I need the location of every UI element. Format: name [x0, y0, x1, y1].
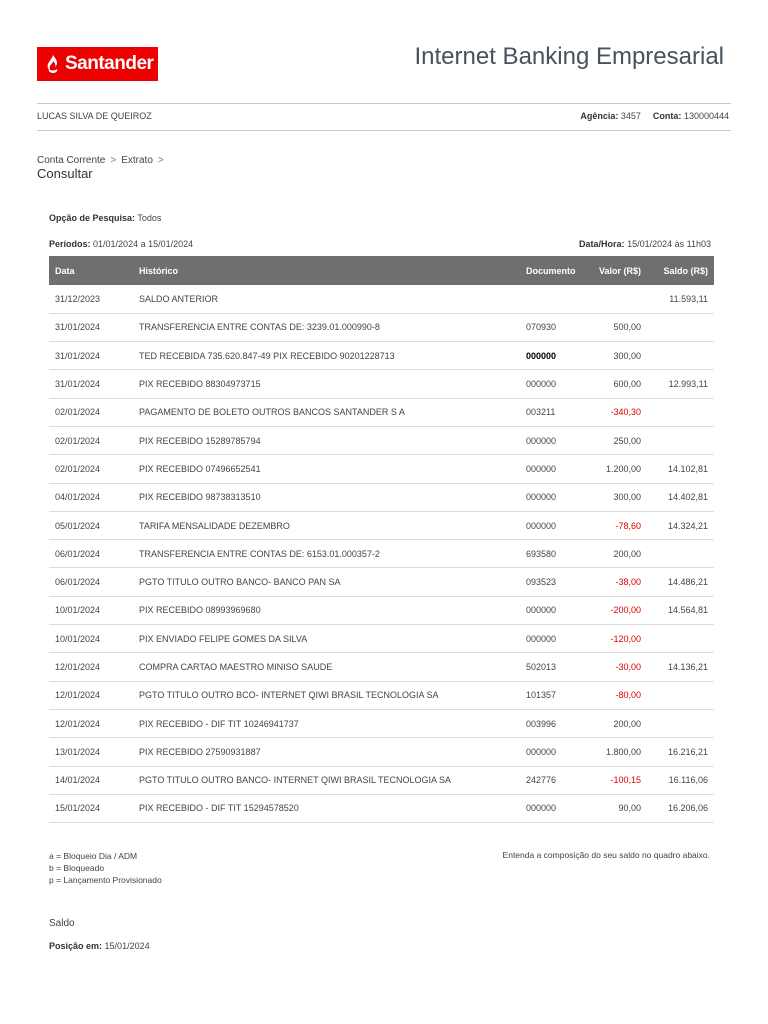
cell-saldo: 14.564,81 [647, 596, 714, 624]
cell-documento: 000000 [520, 625, 590, 653]
conta-label: Conta: [652, 111, 682, 121]
breadcrumb-separator: > [157, 155, 164, 166]
cell-historico: COMPRA CARTAO MAESTRO MINISO SAUDE [133, 653, 520, 681]
table-row [49, 738, 714, 766]
agencia-value: 3457 [620, 111, 641, 121]
user-bar [37, 103, 731, 131]
cell-valor: 200,00 [590, 709, 647, 737]
table-row [49, 653, 714, 681]
cell-data: 13/01/2024 [49, 738, 133, 766]
table-row [49, 794, 714, 822]
cell-valor: -80,00 [590, 681, 647, 709]
cell-saldo: 12.993,11 [647, 370, 714, 398]
cell-valor: 90,00 [590, 794, 647, 822]
cell-data: 12/01/2024 [49, 653, 133, 681]
cell-data: 10/01/2024 [49, 596, 133, 624]
cell-valor: -30,00 [590, 653, 647, 681]
table-row [49, 455, 714, 483]
breadcrumb-item-conta-corrente[interactable]: Conta Corrente [37, 155, 106, 166]
cell-saldo [647, 540, 714, 568]
column-header-historico: Histórico [133, 256, 520, 285]
cell-valor: 500,00 [590, 313, 647, 341]
page-title: Consultar [37, 166, 93, 181]
cell-documento: 502013 [520, 653, 590, 681]
brand-name: Santander [65, 53, 154, 74]
cell-saldo [647, 426, 714, 454]
cell-saldo: 14.324,21 [647, 511, 714, 539]
statement-table [49, 256, 714, 823]
cell-documento: 242776 [520, 766, 590, 794]
cell-historico: SALDO ANTERIOR [133, 285, 520, 313]
table-header-row [49, 256, 714, 285]
cell-data: 10/01/2024 [49, 625, 133, 653]
santander-logo[interactable] [37, 47, 158, 81]
breadcrumb-item-extrato[interactable]: Extrato [121, 155, 153, 166]
table-row [49, 540, 714, 568]
cell-valor: 600,00 [590, 370, 647, 398]
cell-data: 12/01/2024 [49, 681, 133, 709]
cell-data: 14/01/2024 [49, 766, 133, 794]
statement-table-body [49, 285, 714, 823]
cell-saldo: 16.116,06 [647, 766, 714, 794]
cell-documento: 093523 [520, 568, 590, 596]
position-label: Posição em: [49, 941, 103, 951]
cell-valor: -100,15 [590, 766, 647, 794]
column-header-saldo: Saldo (R$) [647, 256, 714, 285]
cell-historico: TARIFA MENSALIDADE DEZEMBRO [133, 511, 520, 539]
column-header-documento: Documento [520, 256, 590, 285]
period-label: Períodos: [49, 239, 91, 249]
cell-data: 02/01/2024 [49, 455, 133, 483]
cell-saldo [647, 342, 714, 370]
table-row [49, 426, 714, 454]
cell-saldo: 14.136,21 [647, 653, 714, 681]
cell-documento: 000000 [520, 342, 590, 370]
table-row [49, 625, 714, 653]
cell-historico: TRANSFERENCIA ENTRE CONTAS DE: 3239.01.000990-8 [133, 313, 520, 341]
cell-documento: 693580 [520, 540, 590, 568]
column-header-data: Data [49, 256, 133, 285]
cell-saldo [647, 313, 714, 341]
datetime [579, 239, 711, 249]
cell-data: 02/01/2024 [49, 398, 133, 426]
legend [49, 850, 162, 886]
cell-saldo: 16.216,21 [647, 738, 714, 766]
cell-valor: -340,30 [590, 398, 647, 426]
cell-data: 06/01/2024 [49, 540, 133, 568]
cell-valor: -120,00 [590, 625, 647, 653]
legend-item-p: p = Lançamento Provisionado [49, 875, 162, 885]
search-option-value: Todos [137, 213, 162, 223]
cell-data: 04/01/2024 [49, 483, 133, 511]
cell-saldo: 11.593,11 [647, 285, 714, 313]
cell-valor: 1.200,00 [590, 455, 647, 483]
cell-historico: PIX RECEBIDO 08993969680 [133, 596, 520, 624]
cell-documento: 070930 [520, 313, 590, 341]
search-option-label: Opção de Pesquisa: [49, 213, 136, 223]
cell-documento: 000000 [520, 596, 590, 624]
cell-saldo [647, 625, 714, 653]
app-title: Internet Banking Empresarial [414, 43, 724, 70]
cell-documento [520, 285, 590, 313]
search-option [49, 213, 161, 223]
cell-saldo [647, 398, 714, 426]
cell-valor [590, 285, 647, 313]
cell-data: 06/01/2024 [49, 568, 133, 596]
cell-documento: 000000 [520, 455, 590, 483]
cell-valor: -38,00 [590, 568, 647, 596]
table-row [49, 596, 714, 624]
cell-historico: PIX RECEBIDO 88304973715 [133, 370, 520, 398]
cell-documento: 000000 [520, 794, 590, 822]
table-row [49, 511, 714, 539]
cell-historico: PGTO TITULO OUTRO BANCO- BANCO PAN SA [133, 568, 520, 596]
cell-valor: 250,00 [590, 426, 647, 454]
cell-data: 02/01/2024 [49, 426, 133, 454]
cell-saldo: 16.206,06 [647, 794, 714, 822]
cell-documento: 003996 [520, 709, 590, 737]
period-value: 01/01/2024 a 15/01/2024 [93, 239, 194, 249]
table-row [49, 285, 714, 313]
cell-saldo: 14.102,81 [647, 455, 714, 483]
cell-historico: PIX RECEBIDO - DIF TIT 10246941737 [133, 709, 520, 737]
table-row [49, 483, 714, 511]
conta-value: 130000444 [683, 111, 729, 121]
cell-saldo: 14.402,81 [647, 483, 714, 511]
table-row [49, 313, 714, 341]
legend-item-b: b = Bloqueado [49, 863, 105, 873]
cell-historico: PIX ENVIADO FELIPE GOMES DA SILVA [133, 625, 520, 653]
flame-icon [45, 54, 61, 74]
cell-historico: PGTO TITULO OUTRO BANCO- INTERNET QIWI BRASIL TECNOLOGIA SA [133, 766, 520, 794]
table-row [49, 342, 714, 370]
cell-historico: PIX RECEBIDO 07496652541 [133, 455, 520, 483]
table-row [49, 568, 714, 596]
saldo-section-title: Saldo [49, 918, 75, 929]
balance-note: Entenda a composição do seu saldo no quadro abaixo. [502, 850, 710, 860]
cell-valor: 200,00 [590, 540, 647, 568]
cell-valor: 1.800,00 [590, 738, 647, 766]
cell-documento: 000000 [520, 511, 590, 539]
cell-documento: 000000 [520, 426, 590, 454]
cell-documento: 000000 [520, 370, 590, 398]
table-row [49, 709, 714, 737]
cell-data: 31/01/2024 [49, 370, 133, 398]
cell-historico: PIX RECEBIDO 27590931887 [133, 738, 520, 766]
cell-historico: TRANSFERENCIA ENTRE CONTAS DE: 6153.01.000357-2 [133, 540, 520, 568]
cell-historico: PIX RECEBIDO 98738313510 [133, 483, 520, 511]
cell-historico: TED RECEBIDA 735.620.847-49 PIX RECEBIDO 90201228713 [133, 342, 520, 370]
cell-historico: PAGAMENTO DE BOLETO OUTROS BANCOS SANTANDER S A [133, 398, 520, 426]
column-header-valor: Valor (R$) [590, 256, 647, 285]
position-value: 15/01/2024 [104, 941, 150, 951]
datetime-label: Data/Hora: [579, 239, 625, 249]
cell-data: 15/01/2024 [49, 794, 133, 822]
breadcrumb [37, 155, 169, 166]
cell-valor: 300,00 [590, 342, 647, 370]
table-row [49, 681, 714, 709]
position-date [49, 941, 150, 951]
cell-saldo: 14.486,21 [647, 568, 714, 596]
cell-documento: 000000 [520, 738, 590, 766]
cell-saldo [647, 709, 714, 737]
table-row [49, 398, 714, 426]
breadcrumb-separator: > [110, 155, 117, 166]
cell-historico: PGTO TITULO OUTRO BCO- INTERNET QIWI BRASIL TECNOLOGIA SA [133, 681, 520, 709]
cell-data: 31/01/2024 [49, 342, 133, 370]
agencia-label: Agência: [580, 111, 619, 121]
customer-name: LUCAS SILVA DE QUEIROZ [37, 111, 152, 121]
cell-valor: -200,00 [590, 596, 647, 624]
cell-saldo [647, 681, 714, 709]
cell-data: 12/01/2024 [49, 709, 133, 737]
cell-valor: 300,00 [590, 483, 647, 511]
cell-data: 31/01/2024 [49, 313, 133, 341]
cell-data: 31/12/2023 [49, 285, 133, 313]
cell-documento: 003211 [520, 398, 590, 426]
legend-item-a: a = Bloqueio Dia / ADM [49, 851, 138, 861]
period [49, 239, 193, 249]
cell-valor: -78,60 [590, 511, 647, 539]
cell-data: 05/01/2024 [49, 511, 133, 539]
cell-documento: 000000 [520, 483, 590, 511]
table-row [49, 766, 714, 794]
cell-historico: PIX RECEBIDO - DIF TIT 15294578520 [133, 794, 520, 822]
table-row [49, 370, 714, 398]
cell-documento: 101357 [520, 681, 590, 709]
cell-historico: PIX RECEBIDO 15289785794 [133, 426, 520, 454]
account-info [580, 111, 729, 121]
datetime-value: 15/01/2024 às 11h03 [627, 239, 711, 249]
